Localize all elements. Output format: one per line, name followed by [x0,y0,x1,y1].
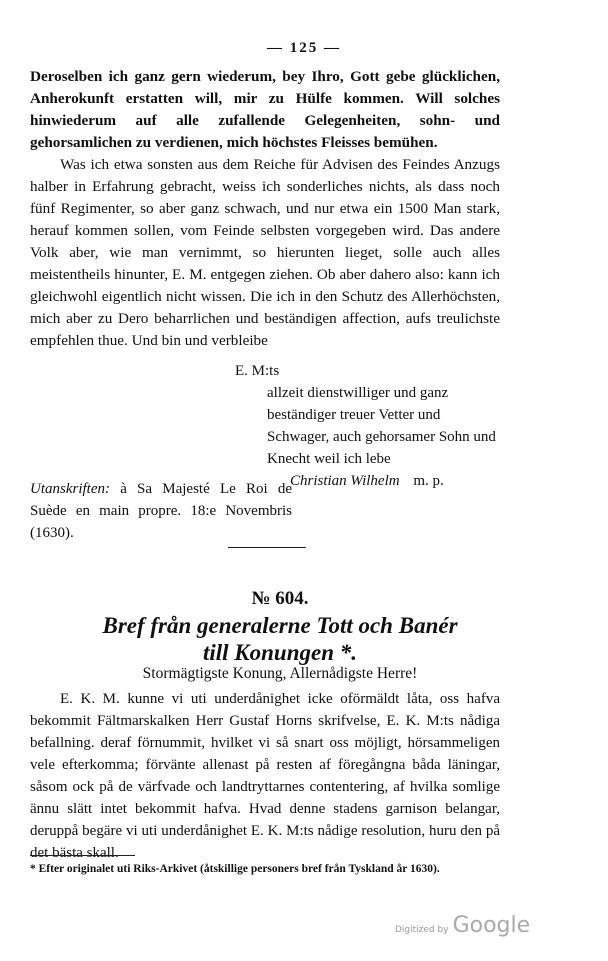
signature-block [235,360,505,492]
google-logo: Google [452,913,531,938]
section-divider [228,547,306,548]
letter-number: № 604. [251,588,309,609]
signature-address: E. M:ts [235,363,280,379]
letter2-body [30,688,500,864]
letter1-paragraph-1: Deroselben ich ganz gern wiederum, bey Ihro, Gott gebe glücklichen, Anherokunft erstatten will, mir zu Hülfe kommen. Will solches hinwiederum auf alle zufallende Gelegenheiten, sohn- und gehorsamlichen zu verdienen, mich höchstes Fleisses bemühen. [30,68,500,151]
superscription-label: Utanskriften: [30,481,110,497]
watermark-prefix: Digitized by [395,925,449,935]
letter1-paragraph-2: Was ich etwa sonsten aus dem Reiche für Advisen des Feindes Anzugs halber in Erfahrung gebracht, weiss ich sonderliches nichts, als dass noch fünf Regimenter, so aber ganz schwach, und nur etwa ein 1500 Man stark, herauf kommen sollen, vom Feinde selbsten vorgegeben wird. Das andere Volk aber, wie man vernimmt, so hierunten lieget, solle auch alles meistentheils hinunter, E. M. entgegen ziehen. Ob aber dahero also: kann ich gleichwohl eigentlich nicht wissen. Die ich in den Schutz des Allerhöchsten, mich aber zu Dero beharrlichen und beständigen affection, aufs treulichste empfehlen thue. Und bin und verbleibe [30,156,500,349]
signer-name: Christian Wilhelm [290,473,400,489]
superscription [30,478,292,544]
footnote: * Efter originalet uti Riks-Arkivet (åtskillige personers bref från Tyskland år 1630). [30,863,440,875]
letter1-body [30,66,500,352]
salutation: Stormägtigste Konung, Allernådigste Herre! [142,665,418,682]
letter2-paragraph: E. K. M. kunne vi uti underdånighet icke oförmäldt låta, oss hafva bekommit Fältmarskalken Herr Gustaf Horns skrifvelse, E. K. M:ts nådiga befallning. deraf förnummit, hvilket vi så snart oss möjligt, hörsammeligen vele efterkomma; förvänte allenast på resten af föregångna båda läningar, såsom ock på de värfvade och landtryttarnes contentering, af hvilka somlige ännu slätt intet bekommit hafva. Hvad denne stadens garnison belangar, deruppå begäre vi uti underdånighet E. K. M:ts nådige resolution, huru den på det bästa skall. [30,691,500,861]
page-number: — 125 — [267,40,341,56]
signer-suffix: m. p. [413,473,444,489]
letter-title-line1: Bref från generalerne Tott och Banér [102,613,458,638]
digitized-watermark [395,913,530,938]
signature-closing: allzeit dienstwilliger und ganz beständiger treuer Vetter und Schwager, auch gehorsamer Sohn und Knecht weil ich lebe [267,385,496,467]
footnote-rule [30,855,135,856]
signature-line [290,470,505,492]
superscription-text: à Sa Majesté Le Roi de Suède en main propre. 18:e Novembris (1630). [30,481,292,541]
letter-title-line2: till Konungen *. [202,640,358,665]
letter-title [0,612,560,666]
